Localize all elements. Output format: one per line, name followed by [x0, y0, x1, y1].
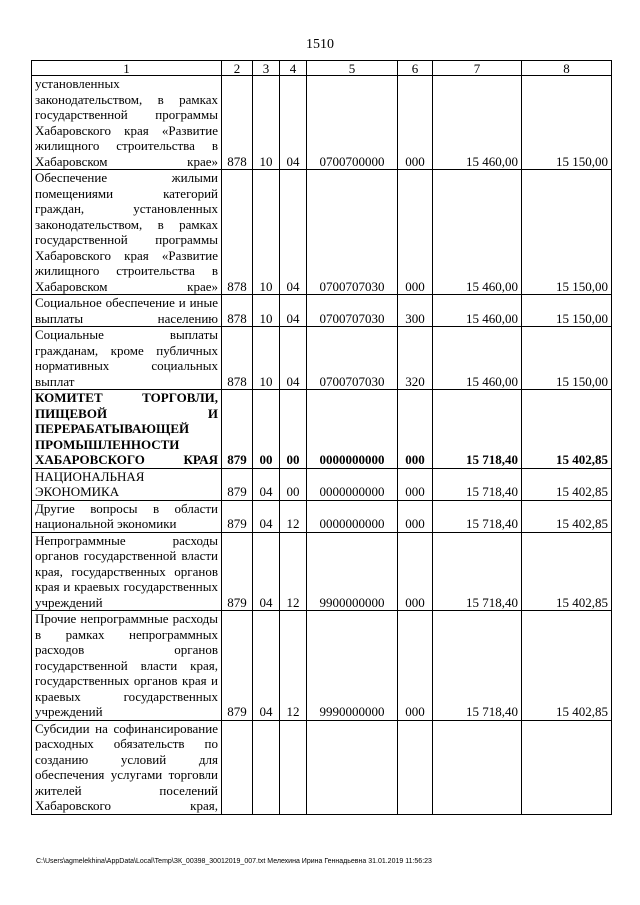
table-row	[32, 327, 612, 390]
target-item-code: 0700707030	[307, 170, 398, 295]
subsection-code: 04	[280, 170, 307, 295]
target-item-code: 0700700000	[307, 76, 398, 170]
subsection-code: 12	[280, 611, 307, 721]
amount-col-8: 15 150,00	[522, 170, 612, 295]
section-code	[253, 720, 280, 814]
section-code: 04	[253, 468, 280, 500]
expense-type-code: 000	[398, 500, 433, 532]
column-header-6: 6	[398, 61, 433, 76]
subsection-code: 04	[280, 76, 307, 170]
subsection-code: 04	[280, 295, 307, 327]
table-row	[32, 532, 612, 611]
amount-col-8	[522, 720, 612, 814]
row-description: НАЦИОНАЛЬНАЯ ЭКОНОМИКА	[32, 468, 222, 500]
row-description: Другие вопросы в области национальной экономики	[32, 500, 222, 532]
amount-col-8: 15 402,85	[522, 500, 612, 532]
row-description: установленных законодательством, в рамках государственной программы Хабаровского края «Развитие жилищного строительства в Хабаровском крае»	[32, 76, 222, 170]
expense-type-code: 000	[398, 611, 433, 721]
row-description: Социальные выплаты гражданам, кроме публичных нормативных социальных выплат	[32, 327, 222, 390]
expense-type-code: 320	[398, 327, 433, 390]
ministry-code: 879	[222, 390, 253, 469]
section-code: 10	[253, 295, 280, 327]
table-row	[32, 500, 612, 532]
section-code: 04	[253, 500, 280, 532]
row-description: Субсидии на софинансирование расходных обязательств по созданию условий для обеспечения услугами торговли жителей поселений Хабаровского края,	[32, 720, 222, 814]
expense-type-code: 000	[398, 390, 433, 469]
column-header-8: 8	[522, 61, 612, 76]
expense-type-code: 000	[398, 76, 433, 170]
ministry-code: 879	[222, 532, 253, 611]
amount-col-7: 15 460,00	[433, 327, 522, 390]
expense-type-code: 000	[398, 170, 433, 295]
footer-file-path: C:\Users\agmelekhina\AppData\Local\Temp\ЗК_00398_30012019_007.txt Мелехина Ирина Геннадьевна 31.01.2019 11:56:23	[36, 858, 432, 865]
column-header-3: 3	[253, 61, 280, 76]
amount-col-7: 15 460,00	[433, 170, 522, 295]
expense-type-code: 000	[398, 532, 433, 611]
column-header-4: 4	[280, 61, 307, 76]
ministry-code: 879	[222, 468, 253, 500]
subsection-code: 00	[280, 390, 307, 469]
table-row	[32, 611, 612, 721]
page-number: 1510	[306, 37, 334, 52]
amount-col-7: 15 718,40	[433, 500, 522, 532]
subsection-code: 12	[280, 532, 307, 611]
target-item-code: 0700707030	[307, 327, 398, 390]
subsection-code: 12	[280, 500, 307, 532]
subsection-code: 04	[280, 327, 307, 390]
amount-col-8: 15 150,00	[522, 327, 612, 390]
row-description: Обеспечение жилыми помещениями категорий граждан, установленных законодательством, в рамках государственной программы Хабаровского края «Развитие жилищного строительства в Хабаровском крае»	[32, 170, 222, 295]
amount-col-8: 15 402,85	[522, 532, 612, 611]
amount-col-8: 15 150,00	[522, 76, 612, 170]
target-item-code: 0000000000	[307, 390, 398, 469]
column-header-1: 1	[32, 61, 222, 76]
expense-type-code: 000	[398, 468, 433, 500]
amount-col-7: 15 460,00	[433, 295, 522, 327]
amount-col-7: 15 718,40	[433, 390, 522, 469]
ministry-code: 879	[222, 611, 253, 721]
row-description: КОМИТЕТ ТОРГОВЛИ, ПИЩЕВОЙ И ПЕРЕРАБАТЫВАЮЩЕЙ ПРОМЫШЛЕННОСТИ ХАБАРОВСКОГО КРАЯ	[32, 390, 222, 469]
row-description: Прочие непрограммные расходы в рамках непрограммных расходов органов государственной власти края, государственных органов края и краевых государственных учреждений	[32, 611, 222, 721]
subsection-code: 00	[280, 468, 307, 500]
target-item-code	[307, 720, 398, 814]
section-code: 10	[253, 170, 280, 295]
row-description: Непрограммные расходы органов государственной власти края, государственных органов края и краевых государственных учреждений	[32, 532, 222, 611]
ministry-code: 878	[222, 76, 253, 170]
column-header-2: 2	[222, 61, 253, 76]
amount-col-7: 15 460,00	[433, 76, 522, 170]
table-row	[32, 468, 612, 500]
target-item-code: 9990000000	[307, 611, 398, 721]
section-code: 04	[253, 611, 280, 721]
ministry-code: 878	[222, 170, 253, 295]
budget-table	[31, 60, 612, 815]
amount-col-7: 15 718,40	[433, 468, 522, 500]
subsection-code	[280, 720, 307, 814]
ministry-code: 879	[222, 500, 253, 532]
amount-col-7: 15 718,40	[433, 532, 522, 611]
table-row	[32, 170, 612, 295]
amount-col-8: 15 402,85	[522, 390, 612, 469]
amount-col-8: 15 402,85	[522, 611, 612, 721]
table-row	[32, 295, 612, 327]
column-header-7: 7	[433, 61, 522, 76]
ministry-code: 878	[222, 295, 253, 327]
target-item-code: 0700707030	[307, 295, 398, 327]
section-code: 10	[253, 327, 280, 390]
column-header-5: 5	[307, 61, 398, 76]
section-code: 00	[253, 390, 280, 469]
amount-col-7: 15 718,40	[433, 611, 522, 721]
amount-col-7	[433, 720, 522, 814]
ministry-code	[222, 720, 253, 814]
amount-col-8: 15 150,00	[522, 295, 612, 327]
table-row	[32, 390, 612, 469]
expense-type-code: 300	[398, 295, 433, 327]
row-description: Социальное обеспечение и иные выплаты населению	[32, 295, 222, 327]
expense-type-code	[398, 720, 433, 814]
ministry-code: 878	[222, 327, 253, 390]
table-row	[32, 720, 612, 814]
target-item-code: 9900000000	[307, 532, 398, 611]
target-item-code: 0000000000	[307, 468, 398, 500]
amount-col-8: 15 402,85	[522, 468, 612, 500]
section-code: 04	[253, 532, 280, 611]
section-code: 10	[253, 76, 280, 170]
table-row	[32, 76, 612, 170]
target-item-code: 0000000000	[307, 500, 398, 532]
table-header-row	[32, 61, 612, 76]
